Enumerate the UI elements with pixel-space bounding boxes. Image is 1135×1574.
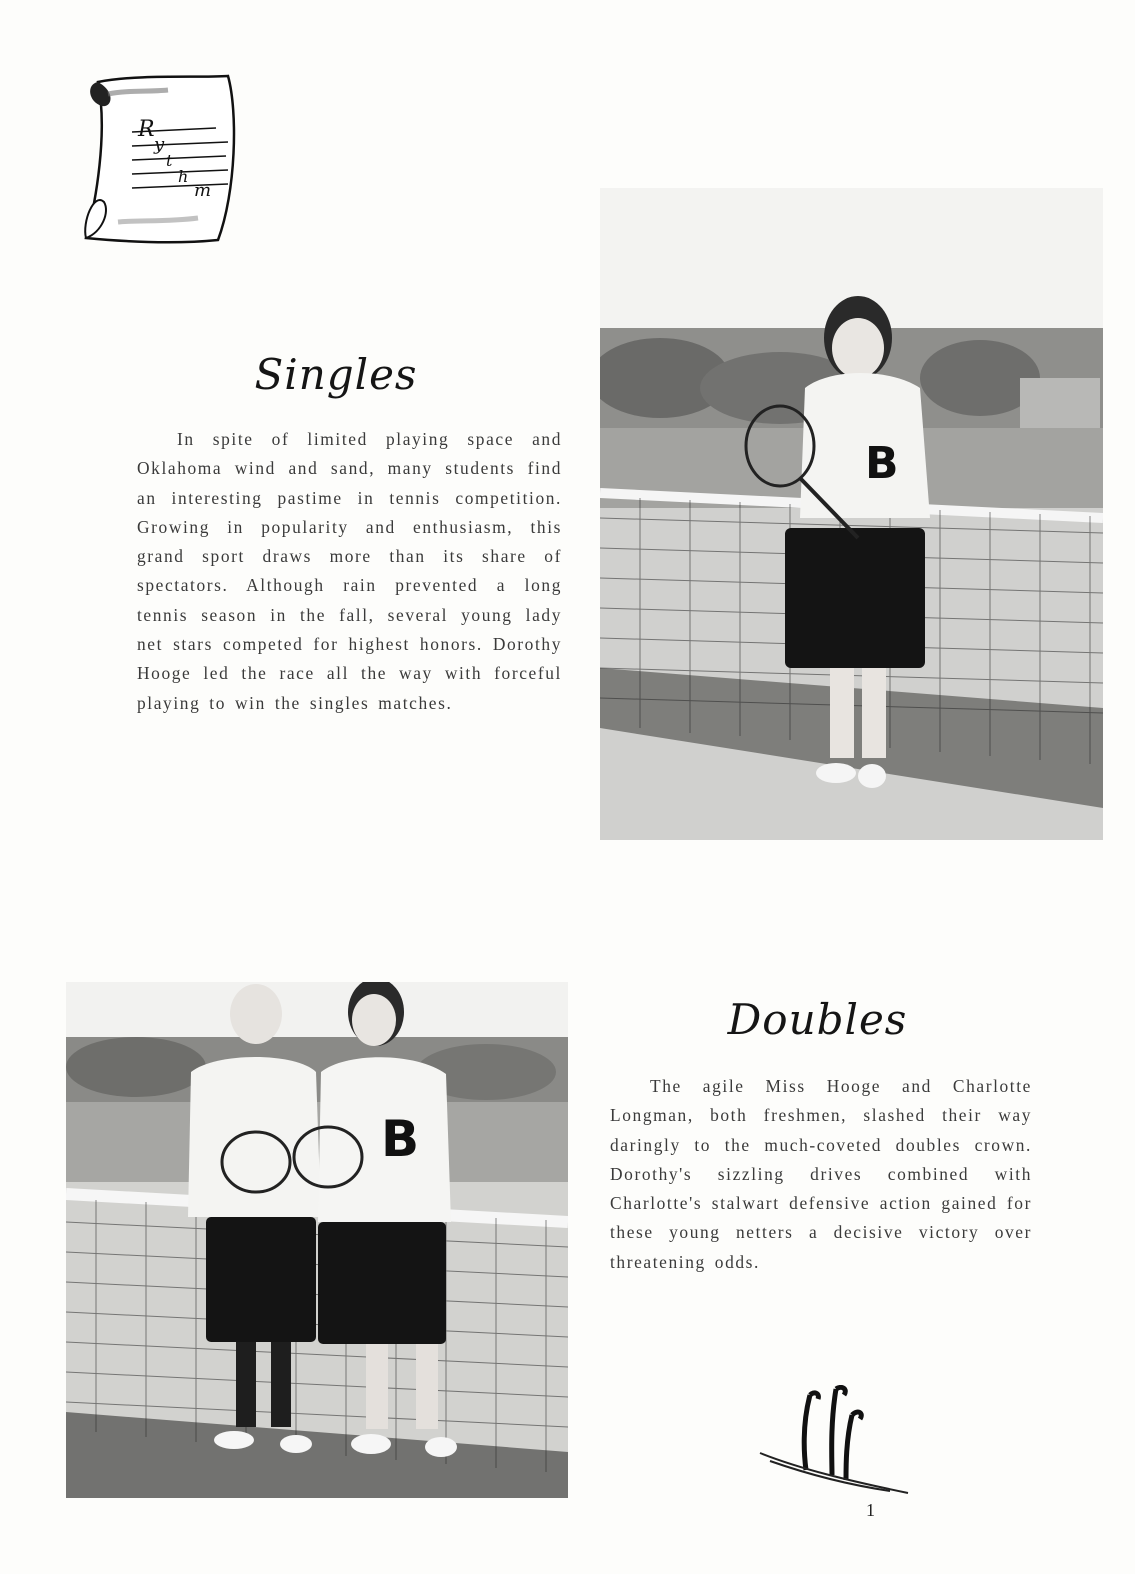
svg-text:m: m — [194, 180, 212, 201]
singles-sweater-letter: B — [865, 438, 899, 489]
pipes-ornament — [740, 1385, 910, 1500]
doubles-paragraph — [610, 1072, 1032, 1277]
svg-text:t: t — [166, 151, 173, 170]
singles-photo — [600, 188, 1103, 840]
doubles-text: The agile Miss Hooge and Charlotte Longman, both freshmen, slashed their way daringly to the much-coveted doubles crown. Dorothy's sizzling drives combined with Charlotte's stalwart defensive action gained for these young netters a decisive victory over threatening odds. — [610, 1076, 1032, 1272]
page-number: 1 — [866, 1500, 875, 1520]
svg-text:R: R — [138, 117, 155, 142]
singles-heading: Singles — [254, 350, 418, 399]
svg-text:h: h — [178, 167, 189, 186]
singles-paragraph — [137, 425, 562, 718]
doubles-heading: Doubles — [727, 995, 908, 1044]
singles-text: In spite of limited playing space and Oklahoma wind and sand, many students find an interesting pastime in tennis competition. Growing in popularity and enthusiasm, this grand sport draws more than its share of spectators. Although rain prevented a long tennis season in the fall, several young lady net stars competed for highest honors. Dorothy Hooge led the race all the way with forceful playing to win the singles matches. — [137, 429, 562, 713]
doubles-photo — [66, 982, 568, 1498]
svg-text:y: y — [154, 134, 165, 155]
doubles-sweater-letter: B — [381, 1110, 420, 1168]
rhythm-scroll-logo — [78, 72, 240, 250]
